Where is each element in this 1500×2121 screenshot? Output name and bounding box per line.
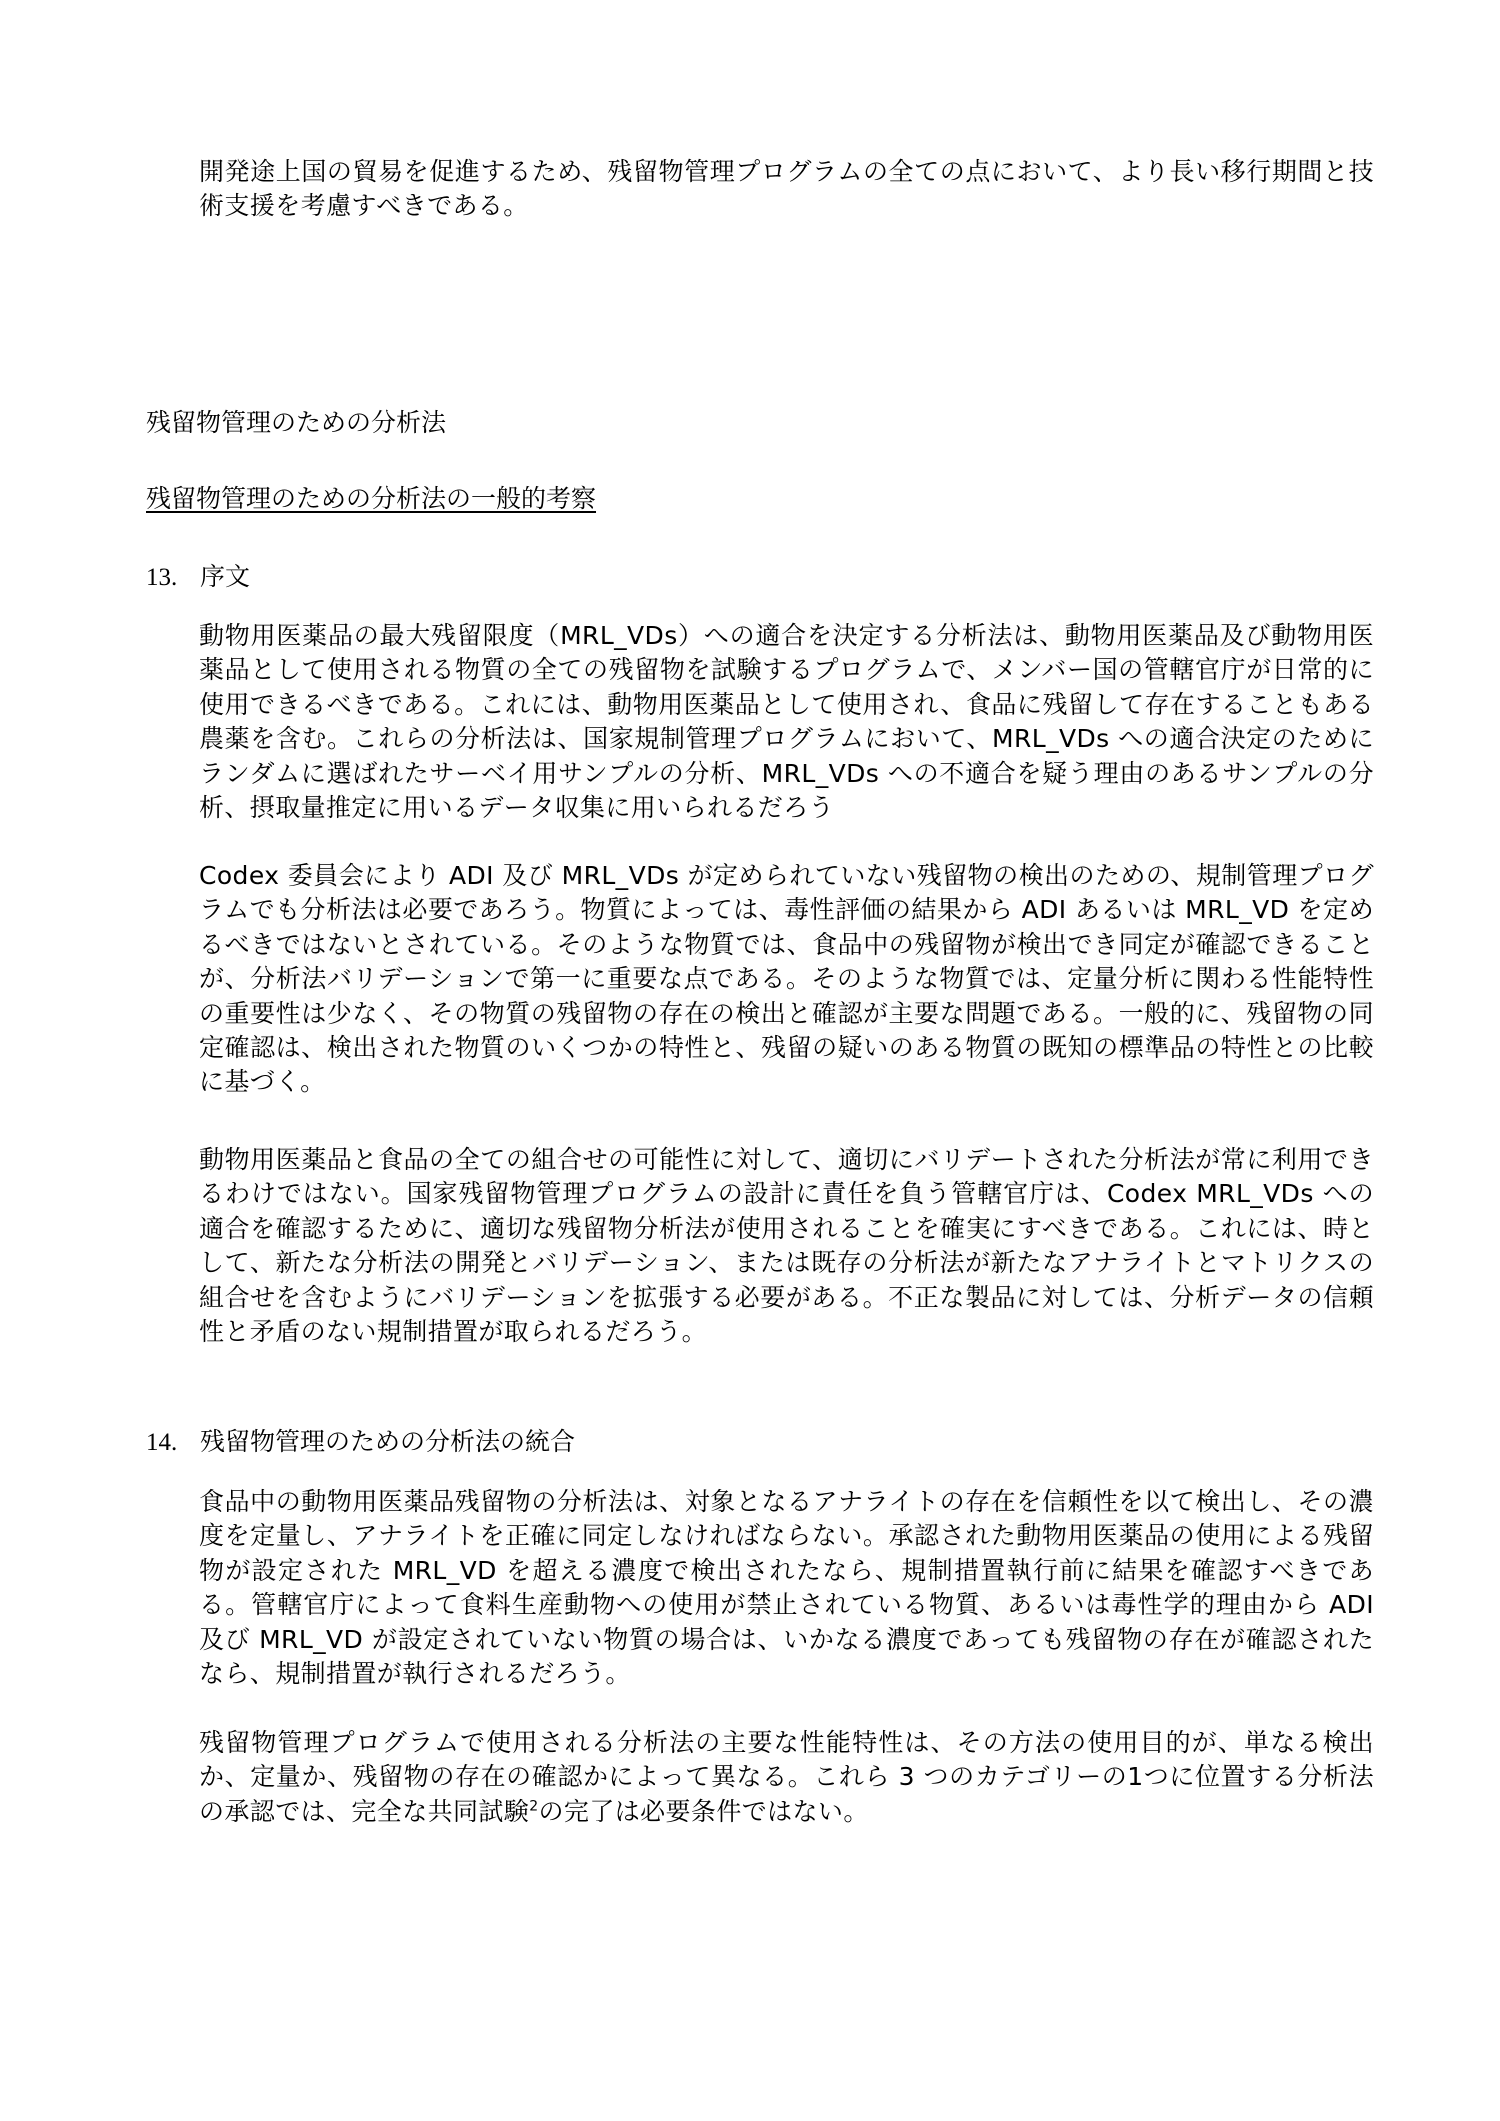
item-14-paragraph-2-text: 残留物管理プログラムで使用される分析法の主要な性能特性は、その方法の使用目的が、単なる検出か、定量か、残留物の存在の確認かによって異なる。これら 3 つのカテゴリーの1つに位置する分析法の承認では、完全な共同試験 — [199, 1728, 1374, 1826]
item-14-paragraph-2 — [199, 1726, 1374, 1829]
item-13-paragraph-1: 動物用医薬品の最大残留限度（MRL_VDs）への適合を決定する分析法は、動物用医薬品及び動物用医薬品として使用される物質の全ての残留物を試験するプログラムで、メンバー国の管轄官庁が日常的に使用できるべきである。これには、動物用医薬品として使用され、食品に残留して存在することもある農薬を含む。これらの分析法は、国家規制管理プログラムにおいて、MRL_VDs への適合決定のためにランダムに選ばれたサーベイ用サンプルの分析、MRL_VDs への不適合を疑う理由のあるサンプルの分析、摂取量推定に用いるデータ収集に用いられるだろう — [199, 621, 1374, 823]
item-14-paragraph-1: 食品中の動物用医薬品残留物の分析法は、対象となるアナライトの存在を信頼性を以て検出し、その濃度を定量し、アナライトを正確に同定しなければならない。承認された動物用医薬品の使用による残留物が設定された MRL_VD を超える濃度で検出されたなら、規制措置執行前に結果を確認すべきである。管轄官庁によって食料生産動物への使用が禁止されている物質、あるいは毒性学的理由から ADI 及び MRL_VD が設定されていない物質の場合は、いかなる濃度であっても残留物の存在が確認されたなら、規制措置が執行されるだろう。 — [199, 1487, 1374, 1689]
item-14-title: 残留物管理のための分析法の統合 — [200, 1427, 576, 1456]
item-13-paragraph-2: Codex 委員会により ADI 及び MRL_VDs が定められていない残留物の検出のための、規制管理プログラムでも分析法は必要であろう。物質によっては、毒性評価の結果から ADI あるいは MRL_VD を定めるべきではないとされている。そのような物質では、食品中の残留物が検出でき同定が確認できることが、分析法バリデーションで第一に重要な点である。そのような物質では、定量分析に関わる性能特性の重要性は少なく、その物質の残留物の存在の検出と確認が主要な問題である。一般的に、残留物の同定確認は、検出された物質のいくつかの特性と、残留の疑いのある物質の既知の標準品の特性との比較に基づく。 — [199, 861, 1374, 1097]
item-14-paragraph-2-text-end: の完了は必要条件ではない。 — [538, 1796, 869, 1826]
item-13-title: 序文 — [200, 562, 251, 591]
item-14-number: 14. — [146, 1429, 178, 1456]
subsection-title: 残留物管理のための分析法の一般的考察 — [146, 484, 597, 513]
intro-paragraph: 開発途上国の貿易を促進するため、残留物管理プログラムの全ての点において、より長い移行期間と技術支援を考慮すべきである。 — [199, 157, 1374, 221]
item-14-heading — [146, 1425, 575, 1460]
item-13-heading — [146, 560, 250, 595]
footnote-reference[interactable]: 2 — [529, 1798, 539, 1815]
section-title: 残留物管理のための分析法 — [146, 408, 447, 437]
item-13-number: 13. — [146, 564, 178, 591]
item-13-paragraph-3: 動物用医薬品と食品の全ての組合せの可能性に対して、適切にバリデートされた分析法が常に利用できるわけではない。国家残留物管理プログラムの設計に責任を負う管轄官庁は、Codex MRL_VDs への適合を確認するために、適切な残留物分析法が使用されることを確実にすべきである。これには、時として、新たな分析法の開発とバリデーション、または既存の分析法が新たなアナライトとマトリクスの組合せを含むようにバリデーションを拡張する必要がある。不正な製品に対しては、分析データの信頼性と矛盾のない規制措置が取られるだろう。 — [199, 1145, 1374, 1347]
